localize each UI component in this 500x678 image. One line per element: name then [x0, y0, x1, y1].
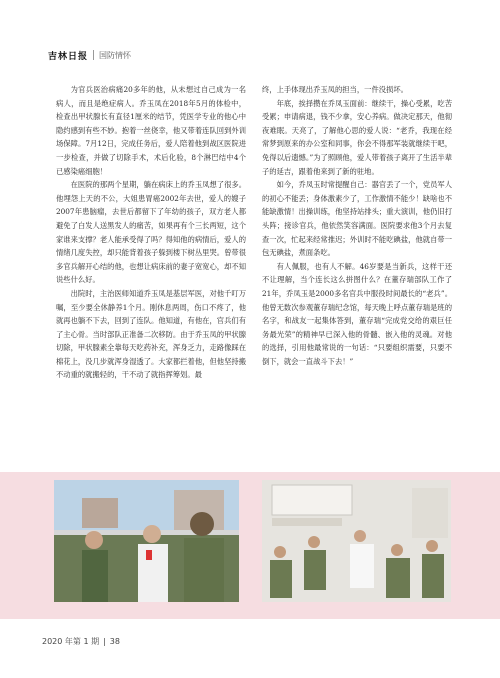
- article-column-left: [56, 83, 246, 468]
- publication-brand: 吉林日报: [48, 51, 89, 62]
- paragraph: 在医院的那两个星期，躺在病床上的乔玉凤想了很多。他埋怨上天的不公，大姐患胃癌2002年去世，爱人的嫂子2007年患脑瘤，去世后都留下了年幼的孩子，双方老人都避免了白发人送黑发人的痛苦，如果再有个三长两短，这个家谁来支撑？老人能承受得了吗？得知他的病情后，爱人的情绪几度失控，却只能背着孩子躲到楼下树丛里哭。曾带很多官兵解开心结的他，也想让病床前的妻子宽宽心，却不知说些什么好。: [56, 180, 246, 285]
- military-medic-photo-icon: [54, 480, 239, 602]
- paragraph: 年底，挨择攒在乔凤玉面前：继续干，操心受累，吃苦受累；申请病退，钱不少拿，安心养病。做决定那天，他彻夜难眠。天亮了，了解他心思的爱人说：“老乔，我现在经常梦到原来的办公室和同事，你会不得那军装就继续干吧，免得以后遗憾。”为了照顾他，爱人带着孩子离开了生活半辈子的延吉，跟着他来到了新的驻地。: [262, 98, 452, 176]
- paragraph: 终，上手体现出乔玉凤的担当，一件没损坏。: [262, 85, 408, 94]
- section-title: 国防情怀: [99, 50, 132, 60]
- page-number: 38: [109, 637, 120, 646]
- issue-label: 2020 年第 1 期: [42, 637, 100, 646]
- paragraph: 有人佩服，也有人不解。46岁要是当新兵，这样干还不让理解，当个连长这么拼图什么？在董存瑞部队工作了21年，乔凤玉是2000多名官兵中服役时间最长的“老兵”。他曾无数次参观董存瑞纪念馆，每天晚上呼点董存瑞是班的名字，和战友一起集体答到，董存瑞“完成党交给的艰巨任务最光荣”的精神早已深入他的骨髓、嵌入他的灵魂。对他的选择，引用他最常说的一句话：“只要组织需要，只要不倒下，就会一直战斗下去！”: [262, 261, 452, 366]
- paragraph: 出院时，主治医师知道乔玉凤是基层军医，对他千叮万嘱，至少要全休静养1个月。刚休息两周，伤口不疼了，他就再也躺不下去，回到了连队。他知道，有他在，官兵们有了主心骨。当时部队正准备二次移防。由于乔玉凤的甲状腺切除，甲状腺素全靠每天吃药补充，浑身乏力，走路像踩在棉花上，没几步就浑身湿透了。大家都拦着他，但他坚持搬不动重的就搬轻的，干不动了就指挥筹划。最: [56, 288, 246, 380]
- page-header: [48, 48, 131, 62]
- footer-divider: |: [103, 637, 106, 646]
- paragraph: 为官兵医治病痛20多年的他，从未想过自己成为一名病人，而且是绝症病人。乔玉凤在2018年5月的体检中，检查出甲状腺长有直径1厘米的结节，凭医学专业的他心中隐约感到有些不妙。抱着一丝侥幸，他又带着连队回到外训场保障。7月12日，完成任务后，爱人陪着他到战区医院进一步检查，并做了切除手术，术后化验，8个淋巴结中4个已感染癌细胞！: [56, 85, 246, 176]
- paragraph: 如今，乔凤玉时常提醒自己：器官丢了一个，党员军人的初心不能丢；身体激素少了，工作激情不能少！缺啥也不能缺激情！出操训练，他坚持站排头；重大演训，他仍旧打头阵；接诊官兵，他依然笑容满面。医院要求他3个月去复查一次，忙起来经常推迟；外训时不能吃碘盐，他就自带一包无碘盐，煮面条吃。: [262, 180, 452, 258]
- article-column-right: [262, 83, 452, 468]
- medical-checkup-photo-icon: [262, 480, 451, 602]
- page-footer: [42, 636, 120, 647]
- header-divider: [93, 50, 94, 60]
